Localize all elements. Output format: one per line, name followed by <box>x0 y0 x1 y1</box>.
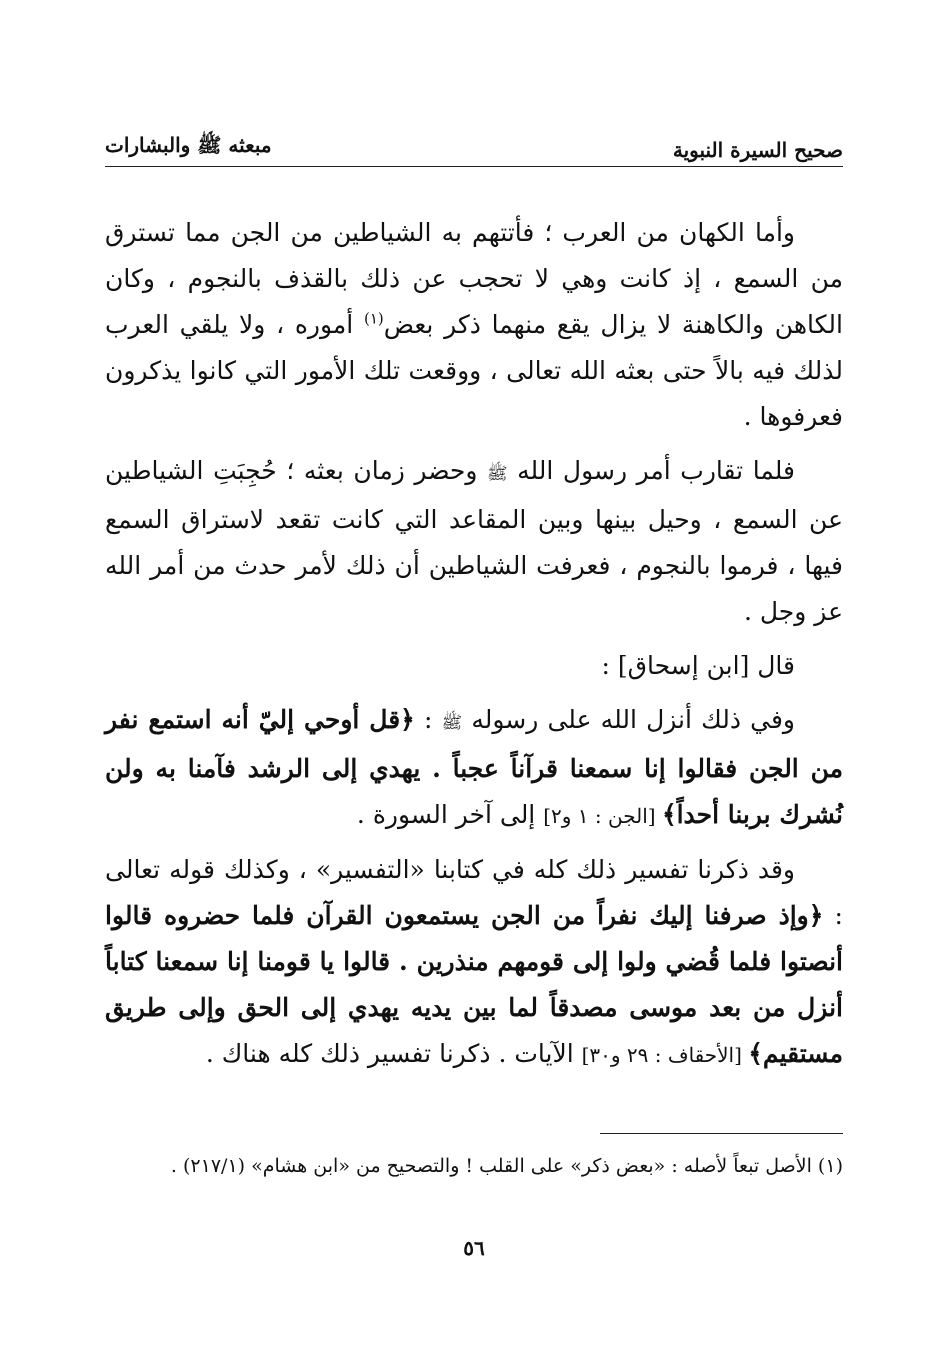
paragraph-ibn-ishaq <box>105 643 843 689</box>
footnote: (١) الأصل تبعاً لأصله : «بعض ذكر» على القلب ! والتصحيح من «ابن هشام» (٢١٧/١) . <box>170 1155 843 1177</box>
verse-reference: [الأحقاف : ٢٩ و٣٠] <box>581 1043 749 1067</box>
paragraph-surat-al-jinn <box>105 697 843 839</box>
paragraph-shayatin <box>105 448 843 635</box>
salawat-glyph: ﷺ <box>441 713 463 733</box>
paragraph-text: أموره ، ولا يلقي العرب لذلك فيه بالاً حتى بعثه الله تعالى ، ووقعت تلك الأمور التي كانوا يذكرون فعرفوها . <box>105 310 843 431</box>
salawat-glyph: ﷺ <box>486 464 508 484</box>
main-text <box>105 210 843 1086</box>
paragraph-text: : <box>414 705 442 734</box>
paragraph-kuhhan <box>105 210 843 440</box>
chapter-title: مبعثه ﷺ والبشارات <box>105 133 272 157</box>
paragraph-text: الآيات . ذكرنا تفسير ذلك كله هناك . <box>205 1039 582 1068</box>
paragraph-text: وأما الكهان من العرب ؛ فأتتهم به الشياطين من الجن مما تسترق من السمع ، إذ كانت وهي لا تحجب عن ذلك بالقذف بالنجوم ، وكان الكاهن والكاهنة لا يزال يقع منهما ذكر بعض <box>105 218 843 339</box>
book-title: صحيح السيرة النبوية <box>672 138 843 162</box>
paragraph-text: وحضر زمان بعثه ؛ حُجِبَتِ الشياطين عن السمع ، وحيل بينها وبين المقاعد التي كانت تقعد لاستراق السمع فيها ، فرموا بالنجوم ، فعرفت الشياطين أن ذلك لأمر حدث من أمر الله عز وجل . <box>105 456 843 626</box>
footnote-divider <box>600 1133 843 1134</box>
verse-reference: [الجن : ١ و٢] <box>543 804 662 828</box>
paragraph-text: فلما تقارب أمر رسول الله <box>507 456 795 485</box>
paragraph-text: إلى آخر السورة . <box>356 800 544 829</box>
paragraph-text: وقد ذكرنا تفسير ذلك كله في كتابنا «التفسير» ، وكذلك قوله تعالى : <box>105 855 843 930</box>
header-divider <box>105 166 843 167</box>
running-header <box>105 128 843 162</box>
quran-verse: ﴿قل أوحي إليّ أنه استمع نفر من الجن فقالوا إنا سمعنا قرآناً عجباً . يهدي إلى الرشد فآمنا به ولن نُشرك بربنا أحداً﴾ <box>105 705 843 829</box>
paragraph-al-ahqaf <box>105 847 843 1078</box>
paragraph-text: قال [ابن إسحاق] : <box>601 651 795 680</box>
footnote-marker: (١) <box>363 309 384 328</box>
quran-verse: ﴿وإذ صرفنا إليك نفراً من الجن يستمعون القرآن فلما حضروه قالوا أنصتوا فلما قُضي ولوا إلى قومهم منذرين . قالوا يا قومنا إنا سمعنا كتاباً أنزل من بعد موسى مصدقاً لما بين يديه يهدي إلى الحق وإلى طريق مستقيم﴾ <box>105 901 843 1068</box>
page-number: ٥٦ <box>463 1236 485 1260</box>
paragraph-text: وفي ذلك أنزل الله على رسوله <box>462 705 795 734</box>
